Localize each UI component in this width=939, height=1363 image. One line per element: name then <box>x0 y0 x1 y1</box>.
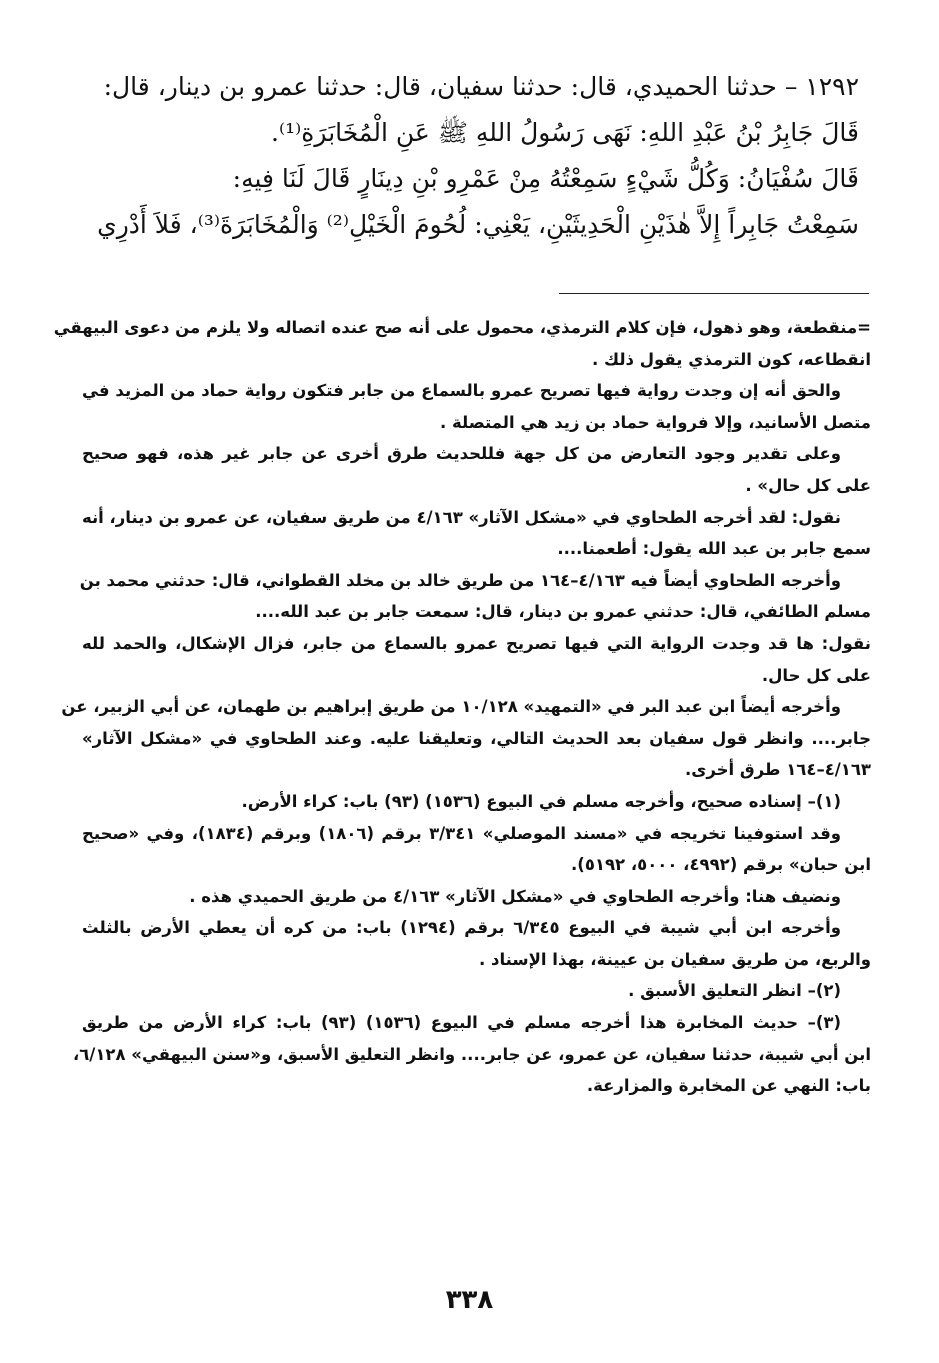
footnote-line: باب: النهي عن المخابرة والمزارعة. <box>586 1076 871 1096</box>
footnote-line: ونضيف هنا: وأخرجه الطحاوي في «مشكل الآثار» ٤/١٦٣ من طريق الحميدي هذه . <box>189 886 841 906</box>
footnote-line: ابن أبي شيبة، حدثنا سفيان، عن عمرو، عن جابر.... وانظر التعليق الأسبق، و«سنن البيهقي» ٦/١٢٨، <box>72 1044 871 1064</box>
hadith-text <box>97 64 859 248</box>
footnote-line: وأخرجه أيضاً ابن عبد البر في «التمهيد» ١٠/١٢٨ من طريق إبراهيم بن طهمان، عن أبي الزبير، عن <box>61 697 841 717</box>
hadith-line: قَالَ سُفْيَانُ: وَكُلُّ شَيْءٍ سَمِعْتُهُ مِنْ عَمْرِو بْنِ دِينَارٍ قَالَ لَنَا فِيهِ: <box>232 164 859 193</box>
footnote-line: على كل حال» . <box>745 475 871 495</box>
footnote-line: وقد استوفينا تخريجه في «مسند الموصلي» ٣/٣٤١ برقم (١٨٠٦) وبرقم (١٨٣٤)، وفي «صحيح <box>82 823 842 843</box>
footnote-divider <box>559 293 869 294</box>
footnote-line: على كل حال. <box>761 665 871 685</box>
footnote-line: وأخرجه ابن أبي شيبة في البيوع ٦/٣٤٥ برقم (١٢٩٤) باب: من كره أن يعطي الأرض بالثلث <box>82 918 841 938</box>
footnote-line: متصل الأسانيد، وإلا فرواية حماد بن زيد هي المتصلة . <box>439 412 871 432</box>
footnote-line: نقول: لقد أخرجه الطحاوي في «مشكل الآثار» ٤/١٦٣ من طريق سفيان، عن عمرو بن دينار، أنه <box>81 507 841 527</box>
hadith-line: ١٢٩٢ – حدثنا الحميدي، قال: حدثنا سفيان، قال: حدثنا عمرو بن دينار، قال: <box>103 72 859 101</box>
hadith-line: قَالَ جَابِرُ بْنُ عَبْدِ اللهِ: نَهَى رَسُولُ اللهِ ﷺ عَنِ الْمُخَابَرَةِ⁽¹⁾. <box>271 118 859 147</box>
footnotes <box>53 312 871 1102</box>
footnote-line: وأخرجه الطحاوي أيضاً فيه ٤/١٦٣–١٦٤ من طريق خالد بن مخلد القطواني، قال: حدثني محمد بن <box>79 570 841 590</box>
footnote-line: انقطاعه، كون الترمذي يقول ذلك . <box>591 349 871 369</box>
footnote-line: سمع جابر بن عبد الله يقول: أطعمنا.... <box>557 539 871 559</box>
footnote-line: وعلى تقدير وجود التعارض من كل جهة فللحديث طرق أخرى عن جابر غير هذه، فهو صحيح <box>82 444 841 464</box>
hadith-line: سَمِعْتُ جَابِراً إِلاَّ هٰذَيْنِ الْحَدِيثَيْنِ، يَعْنِي: لُحُومَ الْخَيْلِ⁽²⁾ وَالْمُخَابَرَةَ⁽³⁾، فَلاَ أَدْرِي <box>97 210 859 239</box>
footnote-line: والربع، من طريق سفيان بن عيينة، بهذا الإسناد . <box>478 949 871 969</box>
footnote-line: (٢)– انظر التعليق الأسبق . <box>628 981 841 1001</box>
footnote-line: =منقطعة، وهو ذهول، فإن كلام الترمذي، محمول على أنه صح عنده اتصاله ولا يلزم من دعوى البيهقي <box>53 318 871 337</box>
footnote-line: (٣)– حديث المخابرة هذا أخرجه مسلم في البيوع (١٥٣٦) (٩٣) باب: كراء الأرض من طريق <box>82 1013 842 1033</box>
footnote-line: ٤/١٦٣–١٦٤ طرق أخرى. <box>684 760 871 780</box>
footnote-line: نقول: ها قد وجدت الرواية التي فيها تصريح عمرو بالسماع من جابر، فزال الإشكال، والحمد لله <box>82 633 871 653</box>
footnote-line: مسلم الطائفي، قال: حدثني عمرو بن دينار، قال: سمعت جابر بن عبد الله.... <box>255 602 871 622</box>
footnote-line: (١)– إسناده صحيح، وأخرجه مسلم في البيوع (١٥٣٦) (٩٣) باب: كراء الأرض. <box>241 791 841 811</box>
footnote-line: جابر.... وانظر قول سفيان بعد الحديث التالي، وتعليقنا عليه. وعند الطحاوي في «مشكل الآثار» <box>82 728 871 748</box>
footnote-line: والحق أنه إن وجدت رواية فيها تصريح عمرو بالسماع من جابر فتكون رواية حماد من المزيد في <box>82 381 841 401</box>
footnote-line: ابن حبان» برقم (٤٩٩٢، ٥٠٠٠، ٥١٩٢). <box>571 855 871 875</box>
page-number: ٣٣٨ <box>445 1285 494 1315</box>
